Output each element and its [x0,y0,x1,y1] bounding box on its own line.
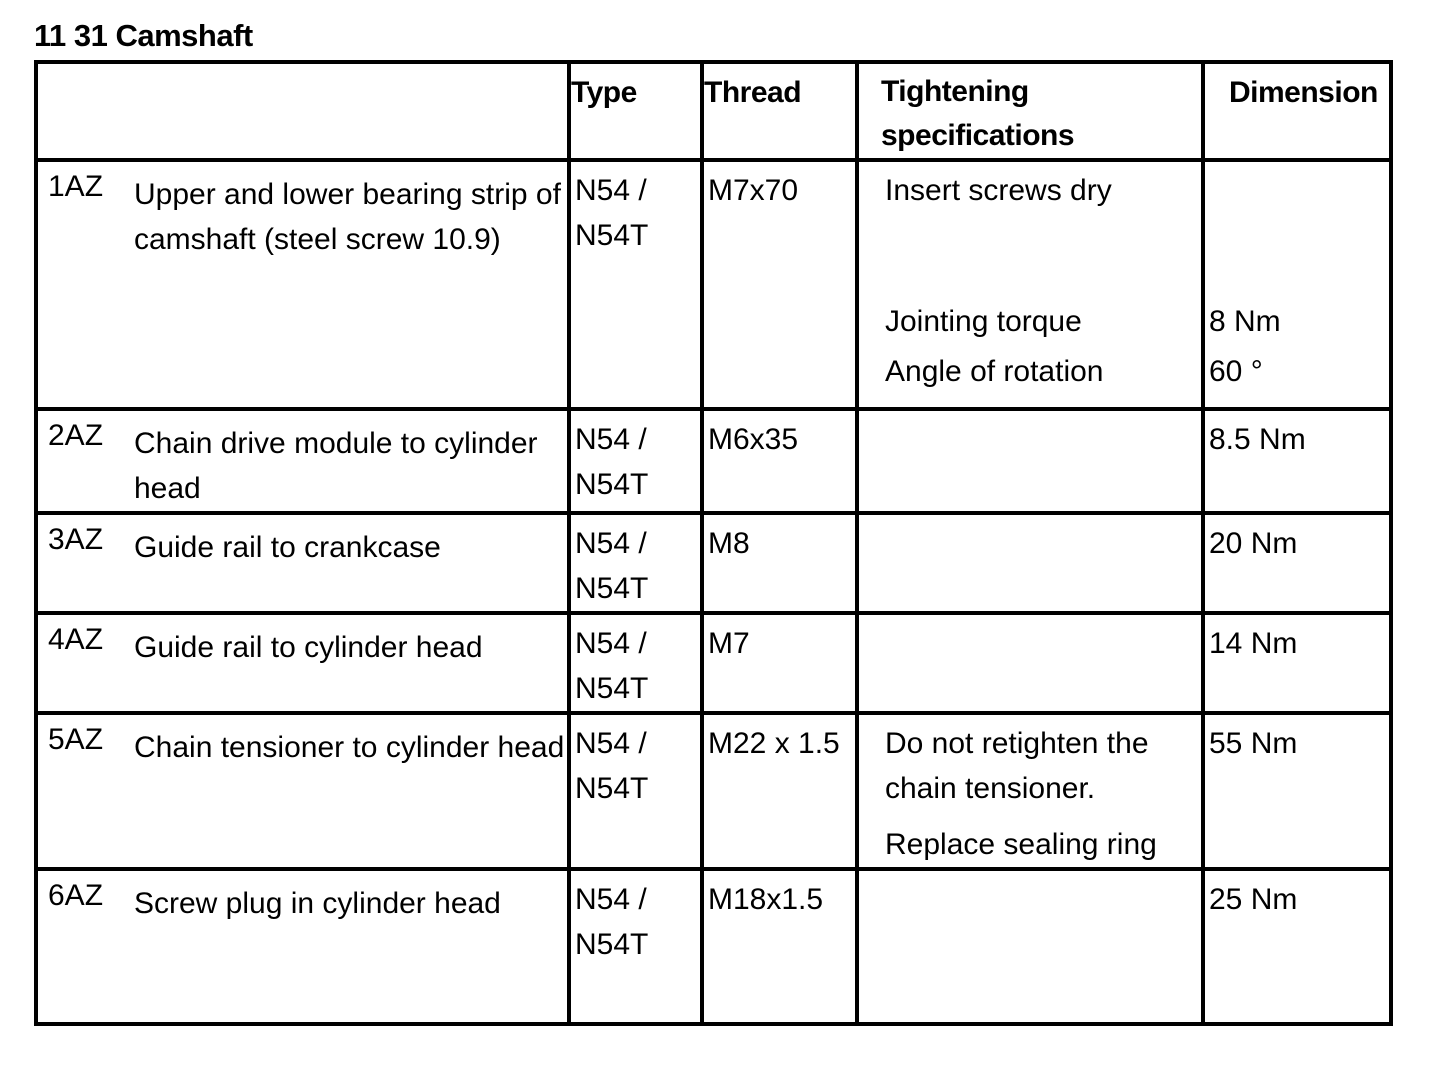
item-code: 3AZ [48,523,104,556]
header-thread: Thread [702,62,857,160]
item-code: 1AZ [48,170,104,203]
thread-cell: M7x70 [702,160,857,409]
description-cell [36,613,569,713]
header-tightening: Tightening specifications [857,62,1203,160]
dimension-value: 60 ° [1209,355,1263,388]
description-cell [36,869,569,1024]
thread-cell: M6x35 [702,409,857,513]
thread-cell: M22 x 1.5 [702,713,857,869]
camshaft-spec-table [34,60,1393,1026]
spec-note-extra: Replace sealing ring [885,828,1157,861]
dimension-cell: 20 Nm [1203,513,1391,613]
page-title: 11 31 Camshaft [34,18,253,53]
type-cell: N54 / N54T [569,513,702,613]
tightening-cell [857,613,1203,713]
type-cell: N54 / N54T [569,713,702,869]
description-cell [36,160,569,409]
spec-note: Do not retighten the chain tensioner. [885,727,1149,805]
item-description: Guide rail to crankcase [134,531,441,564]
description-cell [36,513,569,613]
description-cell [36,713,569,869]
type-cell: N54 / N54T [569,869,702,1024]
tightening-cell [857,513,1203,613]
header-dimension: Dimension [1203,62,1391,160]
spec-line: Angle of rotation [885,355,1104,388]
tightening-cell [857,713,1203,869]
dimension-value: 8 Nm [1209,305,1281,338]
table-row [36,409,1391,513]
type-cell: N54 / N54T [569,613,702,713]
dimension-cell: 14 Nm [1203,613,1391,713]
item-code: 4AZ [48,623,104,656]
item-code: 6AZ [48,879,104,912]
tightening-cell [857,869,1203,1024]
table-row [36,160,1391,409]
item-description: Upper and lower bearing strip of camshaft (steel screw 10.9) [134,178,561,256]
thread-cell: M18x1.5 [702,869,857,1024]
table-row [36,513,1391,613]
thread-cell: M8 [702,513,857,613]
table-header-row [36,62,1391,160]
thread-cell: M7 [702,613,857,713]
spec-note: Insert screws dry [885,174,1112,207]
type-cell: N54 / N54T [569,409,702,513]
description-cell [36,409,569,513]
dimension-cell: 55 Nm [1203,713,1391,869]
item-code: 2AZ [48,419,104,452]
item-description: Guide rail to cylinder head [134,631,483,664]
dimension-cell: 8.5 Nm [1203,409,1391,513]
dimension-cell [1203,160,1391,409]
item-description: Screw plug in cylinder head [134,887,501,920]
table-row [36,613,1391,713]
type-cell: N54 / N54T [569,160,702,409]
item-description: Chain drive module to cylinder head [134,427,538,505]
header-type: Type [569,62,702,160]
table-row [36,869,1391,1024]
dimension-cell: 25 Nm [1203,869,1391,1024]
item-description: Chain tensioner to cylinder head [134,731,565,764]
header-description [36,62,569,160]
spec-line: Jointing torque [885,305,1082,338]
tightening-cell [857,160,1203,409]
tightening-cell [857,409,1203,513]
table-row [36,713,1391,869]
item-code: 5AZ [48,723,104,756]
